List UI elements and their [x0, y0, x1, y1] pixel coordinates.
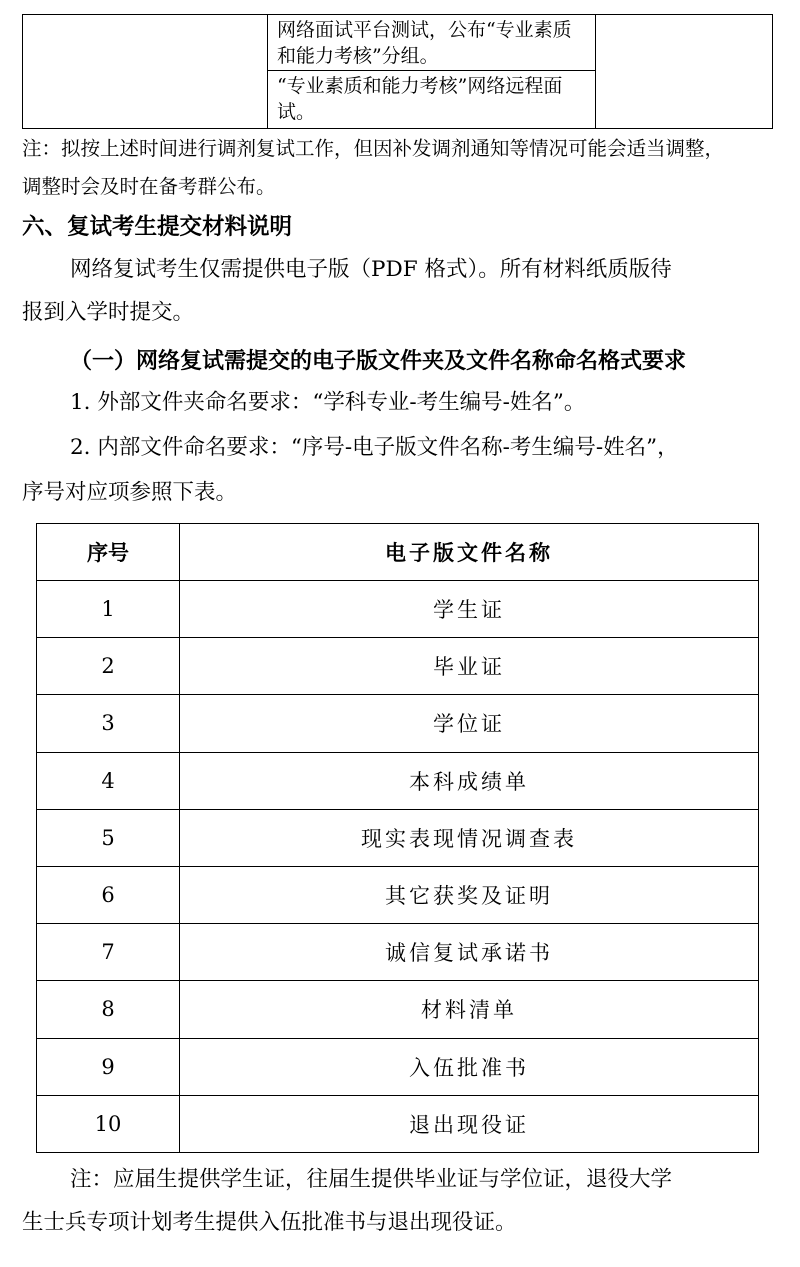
- intro-paragraph-line2: 报到入学时提交。: [22, 300, 195, 325]
- row-number: 2: [37, 638, 180, 695]
- header-file-name: 电子版文件名称: [180, 524, 759, 581]
- row-file-name: 学生证: [180, 581, 759, 638]
- schedule-date-cell: [23, 15, 268, 129]
- naming-rule-2-line2: 序号对应项参照下表。: [22, 480, 238, 505]
- row-file-name: 现实表现情况调查表: [180, 809, 759, 866]
- table-row: [37, 695, 759, 752]
- note-top-line1: 注：拟按上述时间进行调剂复试工作，但因补发调剂通知等情况可能会适当调整，: [22, 137, 725, 160]
- schedule-item-cell: “专业素质和能力考核”网络远程面试。: [267, 71, 595, 129]
- row-number: 6: [37, 866, 180, 923]
- note-top-line2: 调整时会及时在备考群公布。: [22, 175, 276, 198]
- naming-rule-1: 1. 外部文件夹命名要求：“学科专业-考生编号-姓名”。: [70, 390, 586, 415]
- table-row: [37, 1038, 759, 1095]
- row-number: 1: [37, 581, 180, 638]
- row-file-name: 本科成绩单: [180, 752, 759, 809]
- row-number: 3: [37, 695, 180, 752]
- schedule-item-cell: 网络面试平台测试，公布“专业素质和能力考核”分组。: [267, 15, 595, 71]
- materials-table: [36, 523, 759, 1153]
- schedule-note-cell: [596, 15, 773, 129]
- note-bottom-line2: 生士兵专项计划考生提供入伍批准书与退出现役证。: [22, 1210, 517, 1235]
- row-number: 7: [37, 924, 180, 981]
- row-file-name: 毕业证: [180, 638, 759, 695]
- naming-rule-2-line1: 2. 内部文件命名要求：“序号-电子版文件名称-考生编号-姓名”，: [70, 435, 679, 460]
- table-row: [23, 15, 773, 71]
- intro-paragraph-line1: 网络复试考生仅需提供电子版（PDF 格式）。所有材料纸质版待: [70, 257, 672, 282]
- row-number: 4: [37, 752, 180, 809]
- table-row: [37, 1095, 759, 1152]
- row-number: 10: [37, 1095, 180, 1152]
- row-number: 5: [37, 809, 180, 866]
- sub-heading: （一）网络复试需提交的电子版文件夹及文件名称命名格式要求: [70, 348, 687, 374]
- table-row: [37, 981, 759, 1038]
- header-number: 序号: [37, 524, 180, 581]
- table-header-row: [37, 524, 759, 581]
- row-file-name: 入伍批准书: [180, 1038, 759, 1095]
- schedule-table: [22, 14, 773, 129]
- row-number: 8: [37, 981, 180, 1038]
- row-file-name: 诚信复试承诺书: [180, 924, 759, 981]
- section-heading: 六、复试考生提交材料说明: [22, 214, 293, 240]
- table-row: [37, 924, 759, 981]
- table-row: [37, 866, 759, 923]
- table-row: [37, 638, 759, 695]
- row-file-name: 其它获奖及证明: [180, 866, 759, 923]
- row-file-name: 材料清单: [180, 981, 759, 1038]
- row-file-name: 学位证: [180, 695, 759, 752]
- table-row: [37, 752, 759, 809]
- table-row: [37, 581, 759, 638]
- note-bottom-line1: 注：应届生提供学生证，往届生提供毕业证与学位证，退役大学: [70, 1167, 673, 1192]
- row-file-name: 退出现役证: [180, 1095, 759, 1152]
- table-row: [37, 809, 759, 866]
- row-number: 9: [37, 1038, 180, 1095]
